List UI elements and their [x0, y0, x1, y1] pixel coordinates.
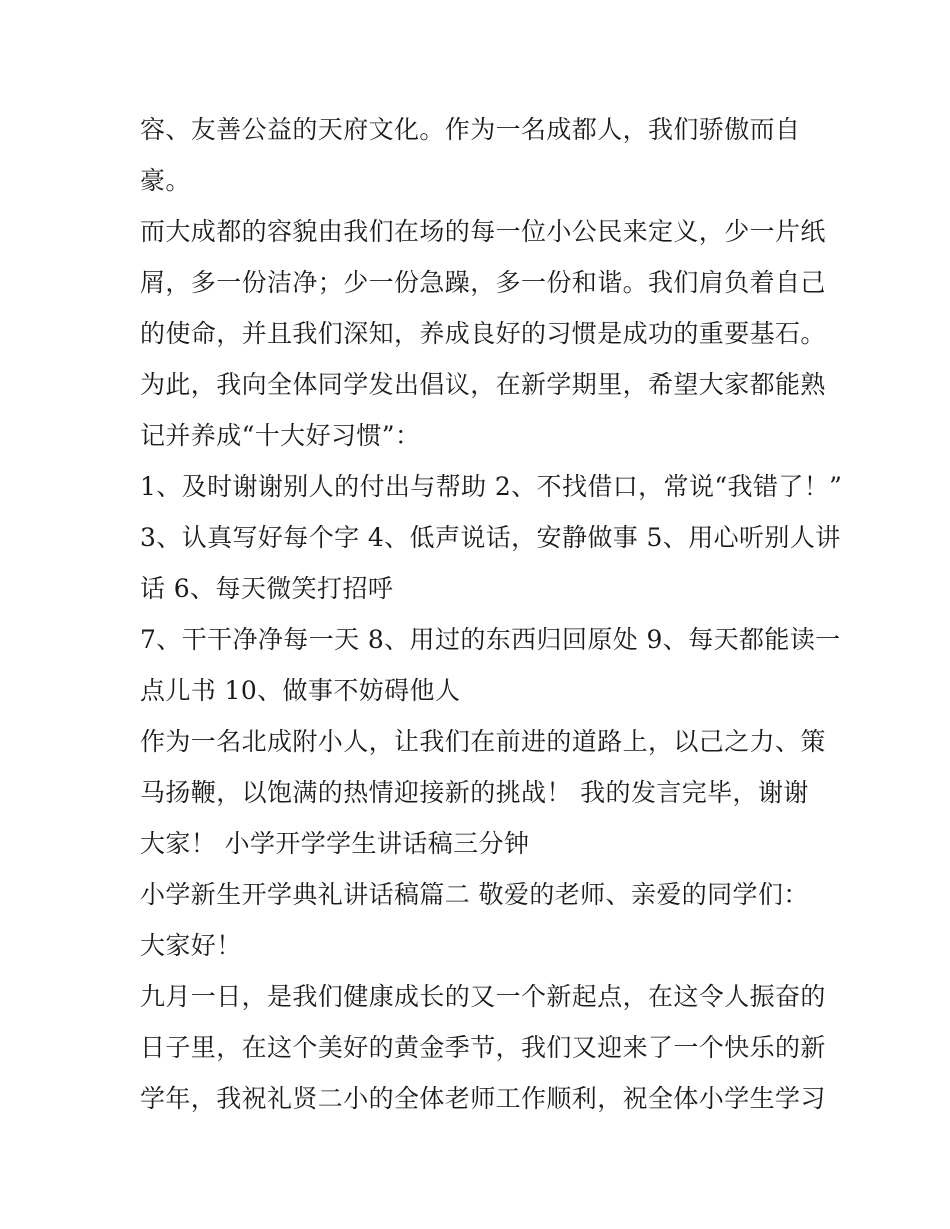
text-line: 话 6、每天微笑打招呼 — [140, 574, 394, 603]
text-line: 豪。 — [140, 166, 191, 195]
text-line: 为此，我向全体同学发出倡议，在新学期里，希望大家都能熟 — [140, 370, 826, 399]
text-line: 的使命，并且我们深知，养成良好的习惯是成功的重要基石。 — [140, 319, 826, 348]
document-body — [140, 104, 843, 1124]
text-line: 日子里，在这个美好的黄金季节，我们又迎来了一个快乐的新 — [140, 1033, 826, 1062]
text-line: 屑，多一份洁净；少一份急躁，多一份和谐。我们肩负着自己 — [140, 268, 826, 297]
text-line: 九月一日，是我们健康成长的又一个新起点，在这令人振奋的 — [140, 982, 826, 1011]
text-line: 学年，我祝礼贤二小的全体老师工作顺利，祝全体小学生学习 — [140, 1084, 826, 1113]
text-line: 作为一名北成附小人，让我们在前进的道路上，以己之力、策 — [140, 727, 826, 756]
text-line: 大家好！ — [140, 931, 242, 960]
text-line: 大家！ 小学开学学生讲话稿三分钟 — [140, 829, 530, 858]
text-line: 1、及时谢谢别人的付出与帮助 2、不找借口，常说“我错了！” — [140, 472, 843, 501]
text-line: 而大成都的容貌由我们在场的每一位小公民来定义，少一片纸 — [140, 217, 826, 246]
text-line: 3、认真写好每个字 4、低声说话，安静做事 5、用心听别人讲 — [140, 523, 841, 552]
text-line: 小学新生开学典礼讲话稿篇二 敬爱的老师、亲爱的同学们： — [140, 880, 809, 909]
text-line: 点儿书 10、做事不妨碍他人 — [140, 676, 461, 705]
text-line: 7、干干净净每一天 8、用过的东西归回原处 9、每天都能读一 — [140, 625, 841, 654]
text-line: 马扬鞭，以饱满的热情迎接新的挑战！ 我的发言完毕，谢谢 — [140, 778, 809, 807]
text-line: 容、友善公益的天府文化。作为一名成都人，我们骄傲而自 — [140, 115, 801, 144]
text-line: 记并养成“十大好习惯”： — [140, 421, 421, 450]
